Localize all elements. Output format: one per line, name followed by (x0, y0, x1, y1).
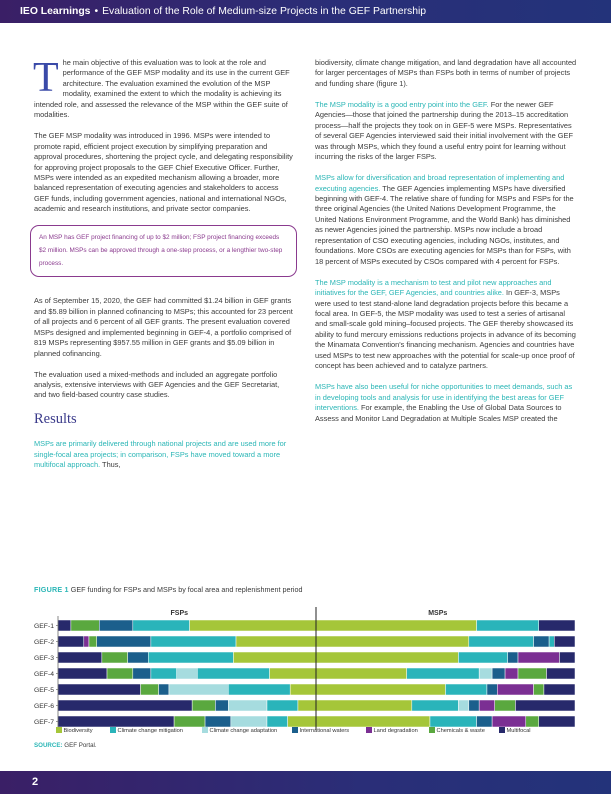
header-separator: • (94, 6, 99, 17)
bar-segment (99, 620, 133, 631)
bar-segment (316, 700, 412, 711)
bar-segment (534, 636, 550, 647)
bar-segment (233, 652, 316, 663)
row-label-gef-3: GEF-3 (34, 655, 54, 662)
row-label-gef-2: GEF-2 (34, 639, 54, 646)
row-label-gef-5: GEF-5 (34, 687, 54, 694)
figure-label: FIGURE 1 (34, 585, 69, 594)
results-lead: MSPs are primarily delivered through national projects and are used more for single-focal area projects; in comparison, FSPs have moved toward a more multifocal approach. (34, 439, 287, 470)
bar-segment (492, 668, 505, 679)
bar-segment (205, 716, 231, 727)
bar-segment (518, 668, 546, 679)
bar-segment (97, 636, 151, 647)
bar-segment (495, 700, 516, 711)
bar-segment (469, 700, 479, 711)
bar-segment (267, 716, 288, 727)
legend-label: Climate change mitigation (117, 728, 183, 734)
pilot-text: In GEF-3, MSPs were used to test stand-alone land degradation projects before this became a focal area. In GEF-5, the MSP modality was used to test a series of artisanal and small-scale gold mining–focused projects. The GEF thereby showcased its ability to fund mercury emissions reductions projects in advance of its becoming the Minamata Convention's financing mechanism. Agencies and countries have used MSPs to test new approaches with the potential for scale-up once proof of concept has been achieved and to catalyze partners. (315, 288, 576, 371)
bar-segment (316, 716, 430, 727)
bar-segment (151, 636, 236, 647)
bar-segment (133, 620, 190, 631)
bar-segment (197, 668, 269, 679)
bar-segment (177, 668, 198, 679)
bar-segment (190, 620, 316, 631)
page-footer (0, 771, 611, 794)
legend-swatch (366, 727, 372, 733)
diversification-paragraph (315, 173, 577, 267)
entry-point-text: For the newer GEF Agencies—those that joined the partnership during the 2013–15 accreditation process—half the projects they took on in GEF-5 were MSPs. Representatives of several GEF Agencies interviewed said their initial involvement with the GEF was through MSPs, which they found a useful entry point for learning without incurring the risks of the larger FSPs. (315, 99, 573, 162)
portfolio-paragraph: As of September 15, 2020, the GEF had committed $1.24 billion in GEF grants and $5.89 billion in planned cofinancing to MSPs; this accounted for 23 percent of all projects and 6 percent of all GEF grants. The present evaluation covered MSPs designed and implemented beginning in GEF-4, a portfolio comprised of 819 MSPs representing $957.55 million in GEF grants and $5.09 billion in planned cofinancing. (34, 296, 293, 358)
bar-segment (228, 684, 290, 695)
intro-text: he main objective of this evaluation was to look at the role and performance of the GEF MSP modality and its use in the current GEF architecture. The evaluation examined the evolution of the MSP modality, examined the extent to which the modality is achieving its intended role, and assessed the relevance of the MSP within the GEF suite of modalities. (34, 58, 290, 120)
series-title: IEO Learnings (20, 6, 91, 17)
results-heading: Results (34, 411, 77, 428)
bar-segment (430, 716, 477, 727)
source-label: SOURCE: (34, 742, 63, 749)
bar-segment (192, 700, 215, 711)
page-number: 2 (32, 776, 39, 788)
row-label-gef-4: GEF-4 (34, 671, 54, 678)
bar-segment (298, 700, 316, 711)
legend-swatch (499, 727, 505, 733)
bar-segment (58, 636, 84, 647)
niche-paragraph (315, 382, 577, 424)
figure-caption-text: GEF funding for FSPs and MSPs by focal area and replenishment period (70, 585, 303, 594)
bar-segment (84, 636, 89, 647)
bar-segment (128, 652, 149, 663)
definition-callout: An MSP has GEF project financing of up to $2 million; FSP project financing exceeds $2 million. MSPs can be approved through a one-step process, or a lengthier two-step process. (30, 225, 297, 277)
right-column (315, 58, 577, 435)
bar-segment (270, 668, 316, 679)
bar-segment (412, 700, 459, 711)
bar-segment (169, 684, 228, 695)
figure-caption (34, 585, 579, 594)
legend-label: Climate change adaptation (209, 728, 278, 734)
bar-segment (559, 652, 575, 663)
bar-segment (58, 700, 192, 711)
legend-swatch (202, 727, 208, 733)
pilot-paragraph (315, 278, 577, 372)
bar-segment (316, 684, 446, 695)
bar-segment (479, 700, 495, 711)
left-column (33, 55, 293, 481)
bar-segment (477, 716, 493, 727)
row-label-gef-7: GEF-7 (34, 719, 54, 726)
bar-segment (526, 716, 539, 727)
bar-segment (539, 716, 575, 727)
bar-segment (133, 668, 151, 679)
legend-swatch (56, 727, 62, 733)
panel-header-msps: MSPs (428, 610, 448, 617)
bar-segment (159, 684, 169, 695)
bar-segment (508, 652, 518, 663)
bar-segment (267, 700, 298, 711)
bar-segment (554, 636, 575, 647)
bar-segment (316, 636, 469, 647)
results-paragraph (34, 439, 293, 470)
legend-swatch (110, 727, 116, 733)
diversification-text: The GEF Agencies implementing MSPs have diversified beginning with GEF-4. The relative share of funding for MSPs and FSPs for the three original Agencies (the United Nations Development Programme, the United Nations Environment Programme, and the World Bank) has diminished as newer Agencies joined the partnership. MSPs now include a broad representation of CSO executing agencies, including NGOs, institutes, and foundations. More CSOs are executing agencies for MSPs than for FSPs, with 18 percent of MSPs executed by CSOs compared with 4 percent for FSPs. (315, 183, 574, 266)
intro-paragraph (33, 55, 293, 121)
stacked-bar-chart (34, 594, 579, 742)
bar-segment (492, 716, 526, 727)
entry-point-paragraph (315, 100, 577, 163)
bar-segment (497, 684, 533, 695)
bar-segment (544, 684, 575, 695)
focal-area-paragraph: biodiversity, climate change mitigation, and land degradation have all accounted for larger percentages of MSPs than FSPs both in terms of number of projects and funding share (figure 1). (315, 58, 577, 88)
bar-segment (534, 684, 544, 695)
bar-segment (458, 652, 507, 663)
bar-segment (107, 668, 133, 679)
bar-segment (446, 684, 487, 695)
msp-history-paragraph: The GEF MSP modality was introduced in 1996. MSPs were intended to promote rapid, efficient project execution by simplifying preparation and approval procedures, shortening the project cycle, and delegating responsibility for approving project proposals to the GEF Chief Executive Officer. Further, MSPs were intended as an expedited mechanism allowing a broader, more balanced representation of executing agencies and stakeholders to access GEF funds, including government agencies, national and international NGOs, academic and research institutions, and private sector companies. (34, 131, 293, 214)
bar-segment (290, 684, 316, 695)
bar-segment (89, 636, 97, 647)
bar-segment (458, 700, 468, 711)
bar-segment (515, 700, 575, 711)
results-text: Thus, (100, 460, 121, 470)
drop-cap: T (33, 55, 59, 101)
diversification-lead: MSPs allow for diversification and broad representation of implementing and executing agencies. (315, 173, 565, 193)
bar-segment (316, 668, 407, 679)
bar-segment (71, 620, 99, 631)
bar-segment (231, 716, 267, 727)
bar-segment (549, 636, 554, 647)
bar-segment (469, 636, 534, 647)
bar-segment (102, 652, 128, 663)
legend-label: International waters (299, 728, 350, 734)
bar-segment (141, 684, 159, 695)
publication-title: Evaluation of the Role of Medium-size Projects in the GEF Partnership (102, 6, 427, 17)
source-text: GEF Portal. (64, 742, 97, 749)
bar-segment (479, 668, 492, 679)
entry-point-lead: The MSP modality is a good entry point into the GEF. (315, 99, 489, 109)
figure-1 (34, 585, 579, 747)
bar-segment (547, 668, 575, 679)
page-header (0, 0, 611, 23)
niche-lead: MSPs have also been useful for niche opportunities to meet demands, such as in developing tools and analysis for use in identifying the best areas for GEF interventions. (315, 382, 573, 413)
legend-label: Land degradation (373, 728, 418, 734)
bar-segment (407, 668, 480, 679)
bar-segment (518, 652, 559, 663)
legend-label: Multifocal (506, 728, 531, 734)
bar-segment (288, 716, 316, 727)
bar-segment (58, 684, 141, 695)
bar-segment (236, 636, 316, 647)
legend-swatch (429, 727, 435, 733)
legend-label: Biodiversity (63, 728, 93, 734)
bar-segment (58, 668, 107, 679)
bar-segment (316, 620, 477, 631)
bar-segment (487, 684, 497, 695)
bar-segment (228, 700, 267, 711)
bar-segment (148, 652, 233, 663)
legend-swatch (292, 727, 298, 733)
methods-paragraph: The evaluation used a mixed-methods and included an aggregate portfolio analysis, extensive interviews with GEF Agencies and the GEF Secretariat, and two field-based country case studies. (34, 369, 280, 400)
row-label-gef-1: GEF-1 (34, 623, 54, 630)
bar-segment (477, 620, 539, 631)
bar-segment (316, 652, 458, 663)
pilot-lead: The MSP modality is a mechanism to test and pilot new approaches and initiatives for the GEF, GEF Agencies, and countries alike. (315, 277, 552, 298)
panel-header-fsps: FSPs (170, 610, 189, 617)
row-label-gef-6: GEF-6 (34, 703, 54, 710)
bar-segment (58, 652, 102, 663)
bar-segment (151, 668, 177, 679)
figure-source (34, 742, 97, 749)
legend-label: Chemicals & waste (436, 728, 485, 734)
bar-segment (505, 668, 518, 679)
bar-segment (58, 620, 71, 631)
bar-segment (58, 716, 174, 727)
bar-segment (539, 620, 575, 631)
bar-segment (174, 716, 205, 727)
niche-text: For example, the Enabling the Use of Global Data Sources to Assess and Monitor Land Degradation at Multiple Scales MSP created the (315, 403, 562, 423)
bar-segment (215, 700, 228, 711)
